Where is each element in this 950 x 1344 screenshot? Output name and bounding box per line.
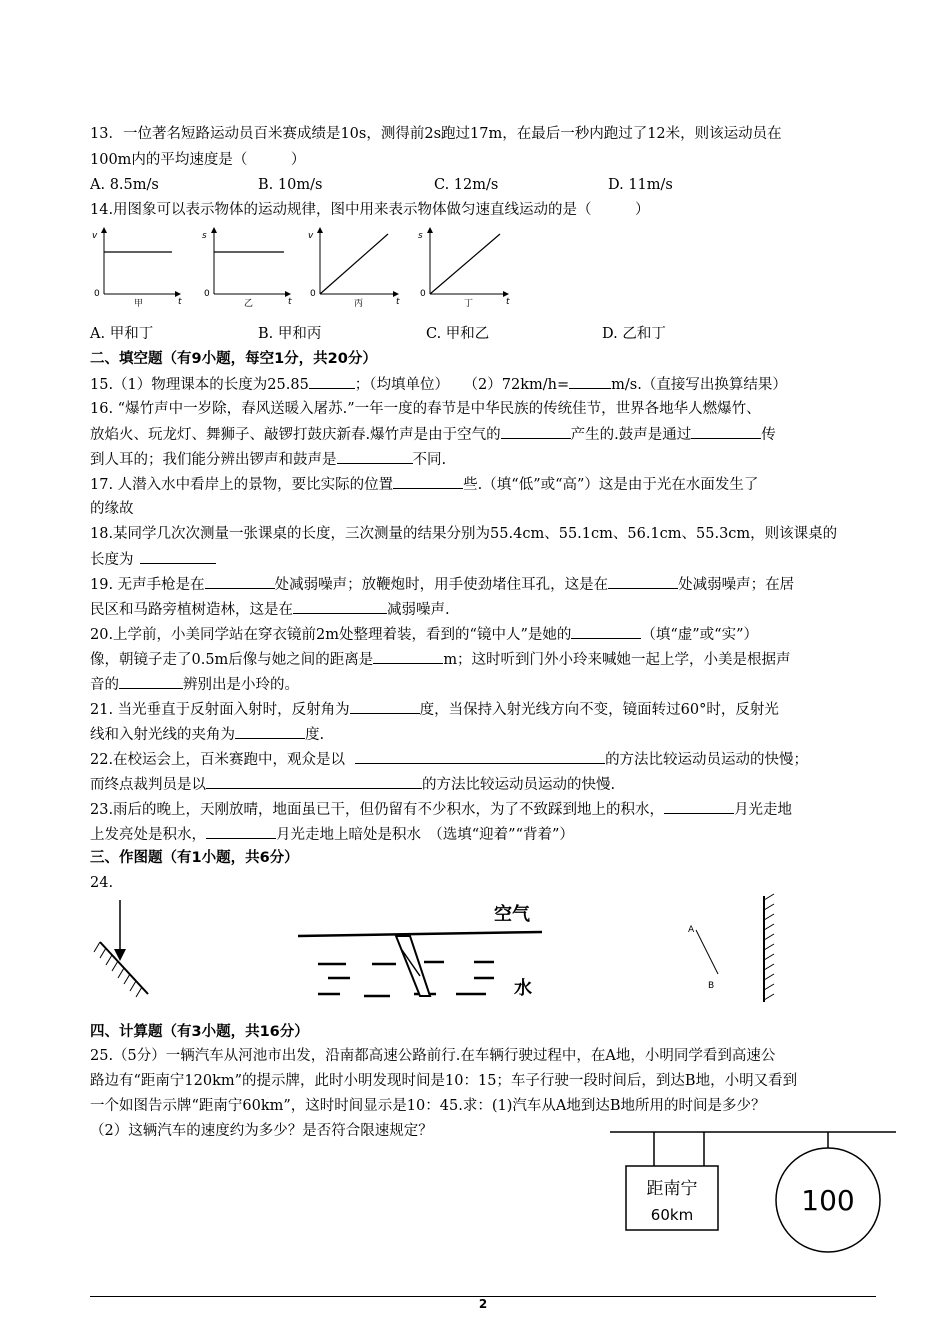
graph-yi-origin: 0 [204, 289, 210, 299]
q25-line1: 25.（5分）一辆汽车从河池市出发，沿南都高速公路前行.在车辆行驶过程中，在A地，小明同学看到高速公 [90, 1048, 776, 1064]
q15: 15.（1）物理课本的长度为25.85 ；（均填单位） （2）72km/h= m/s.（直接写出换算结果） [90, 374, 787, 395]
q13-option-c: C. 12m/s [434, 177, 499, 193]
q24-diagrams [90, 890, 790, 1010]
page-number: 2 [478, 1297, 488, 1311]
mirror-diagram-1 [94, 900, 148, 997]
graph-jia-caption: 甲 [134, 299, 144, 309]
q14-option-c: C. 甲和乙 [426, 326, 490, 342]
graph-ding-x-label: t [506, 297, 510, 307]
q13-option-b: B. 10m/s [258, 177, 323, 193]
q22-line2: 而终点裁判员是以 的方法比较运动员运动的快慢. [90, 774, 615, 795]
graph-bing-y-label: v [308, 231, 314, 241]
q17-blank-1 [393, 474, 463, 489]
graph-jia-origin: 0 [94, 289, 100, 299]
point-a-label: A [688, 925, 695, 935]
q14-option-a: A. 甲和丁 [90, 326, 154, 342]
q20-blank-3 [119, 674, 183, 689]
q19-line2: 民区和马路旁植树造林，这是在 减弱噪声. [90, 599, 450, 620]
q22-line1: 22.在校运会上，百米赛跑中，观众是以 的方法比较运动员运动的快慢； [90, 749, 808, 770]
q18-line1: 18.某同学几次次测量一张课桌的长度，三次测量的结果分别为55.4cm、55.1cm、56.1cm、55.3cm，则该课桌的 [90, 526, 838, 542]
air-label: 空气 [494, 904, 530, 925]
q16-line2: 放焰火、玩龙灯、舞狮子、敲锣打鼓庆新春.爆竹声是由于空气的 产生的.鼓声是通过 传 [90, 424, 776, 445]
graph-bing-x-label: t [396, 297, 400, 307]
sign-text: 距南宁 [646, 1179, 698, 1199]
graph-yi-x-label: t [288, 297, 292, 307]
q19-blank-2 [608, 574, 678, 589]
graph-yi-caption: 乙 [244, 299, 254, 309]
q17-line1: 17. 人潜入水中看岸上的景物，要比实际的位置 些.（填“低”或“高”）这是由于光在水面发生了 [90, 474, 758, 495]
q23-blank-2 [206, 824, 276, 839]
point-b-label: B [708, 981, 715, 991]
graph-ding-y-label: s [418, 231, 423, 241]
q19-blank-1 [205, 574, 275, 589]
q18-blank-1 [140, 549, 216, 564]
q16-line3: 到人耳的；我们能分辨出锣声和鼓声是 不同. [90, 449, 446, 470]
q19-line1: 19. 无声手枪是在 处减弱噪声；放鞭炮时，用手使劲堵住耳孔，这是在 处减弱噪声；在居 [90, 574, 794, 595]
q25-line3: 一个如图告示牌“距南宁60km”，这时时间显示是10：45.求：(1)汽车从A地到达B地所用的时间是多少？ [90, 1098, 766, 1114]
q22-blank-1 [355, 749, 605, 764]
q18-line2: 长度为 [90, 549, 216, 570]
q14-line1: 14.用图象可以表示物体的运动规律，图中用来表示物体做匀速直线运动的是（ ） [90, 202, 650, 218]
q16-blank-2 [691, 424, 761, 439]
q16-blank-3 [337, 449, 413, 464]
graph-bing-caption: 丙 [354, 299, 364, 309]
q20-blank-1 [571, 624, 641, 639]
road-sign-diagram [600, 1128, 900, 1264]
speed-limit-value: 100 [801, 1184, 855, 1217]
graph-ding-origin: 0 [420, 289, 426, 299]
q13-line1: 13．一位著名短路运动员百米赛成绩是10s，测得前2s跑过17m，在最后一秒内跑过了12米，则该运动员在 [90, 126, 782, 142]
q16-blank-1 [501, 424, 571, 439]
q16-line1: 16. “爆竹声中一岁除，春风送暖入屠苏.”一年一度的春节是中华民族的传统佳节，世界各地华人燃爆竹、 [90, 401, 761, 417]
q23-blank-1 [664, 799, 734, 814]
refraction-diagram [298, 903, 542, 999]
q21-line1: 21. 当光垂直于反射面入射时，反射角为 度，当保持入射光线方向不变，镜面转过60°时，反射光 [90, 699, 779, 720]
q23-line2: 上发亮处是积水， 月光走地上暗处是积水 （选填“迎着”“背着”） [90, 824, 574, 845]
section3-heading: 三、作图题（有1小题，共6分） [90, 850, 299, 866]
q13-option-a: A. 8.5m/s [90, 177, 159, 193]
q20-line3: 音的 辨别出是小玲的。 [90, 674, 299, 695]
graph-jia [92, 228, 182, 309]
q25-line4: （2）这辆汽车的速度约为多少？是否符合限速规定？ [90, 1123, 433, 1139]
q23-line1: 23.雨后的晚上，天刚放晴，地面虽已干，但仍留有不少积水，为了不致踩到地上的积水， 月光走地 [90, 799, 792, 820]
q20-line1: 20.上学前，小美同学站在穿衣镜前2m处整理着装，看到的“镜中人”是她的 （填“虚”或“实”） [90, 624, 758, 645]
q24-label: 24. [90, 875, 114, 891]
graph-ding-caption: 丁 [464, 299, 474, 309]
mirror-diagram-2 [688, 894, 774, 1002]
graph-yi [202, 228, 292, 309]
q21-blank-2 [235, 724, 305, 739]
q20-line2: 像，朝镜子走了0.5m后像与她之间的距离是 m；这时听到门外小玲来喊她一起上学，小美是根据声 [90, 649, 791, 670]
graph-yi-y-label: s [202, 231, 207, 241]
graph-ding [418, 228, 510, 309]
q21-blank-1 [350, 699, 420, 714]
graph-bing-origin: 0 [310, 289, 316, 299]
q22-blank-2 [206, 774, 422, 789]
graph-bing [308, 228, 400, 309]
q17-line2: 的缘故 [90, 501, 134, 517]
q19-blank-3 [293, 599, 387, 614]
q14-option-d: D. 乙和丁 [602, 326, 666, 342]
sign-distance: 60km [650, 1206, 694, 1224]
q25-line2: 路边有“距南宁120km”的提示牌，此时小明发现时间是10：15；车子行驶一段时间后，到达B地，小明又看到 [90, 1073, 798, 1089]
section4-heading: 四、计算题（有3小题，共16分） [90, 1024, 309, 1040]
q15-blank-2 [569, 374, 611, 389]
q13-line2: 100m内的平均速度是（ ） [90, 152, 306, 168]
q20-blank-2 [373, 649, 443, 664]
q15-blank-1 [309, 374, 355, 389]
section2-heading: 二、填空题（有9小题，每空1分，共20分） [90, 351, 377, 367]
graph-jia-y-label: v [92, 231, 98, 241]
q21-line2: 线和入射光线的夹角为 度. [90, 724, 324, 745]
q14-graphs [88, 224, 528, 310]
q14-option-b: B. 甲和丙 [258, 326, 322, 342]
water-label: 水 [514, 978, 532, 999]
graph-jia-x-label: t [178, 297, 182, 307]
q13-option-d: D. 11m/s [608, 177, 673, 193]
